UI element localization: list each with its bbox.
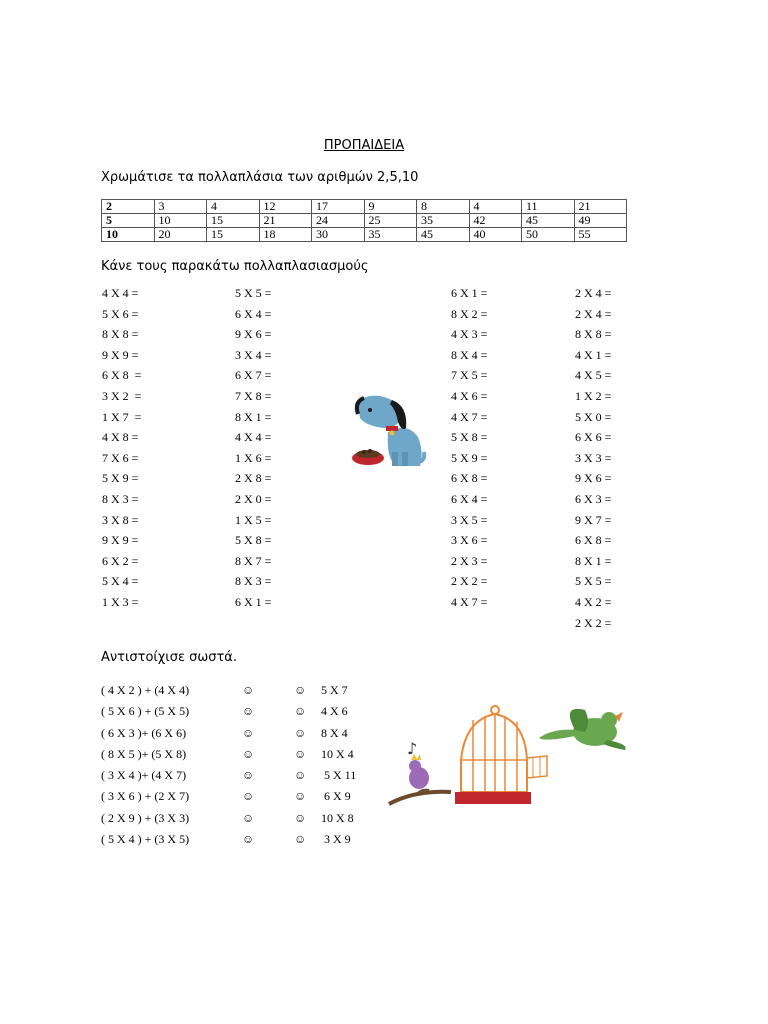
smiley-left-icon: ☺ (242, 832, 255, 847)
multiplication-item: 9 X 7 = (575, 512, 612, 527)
row-base-number: 5 (102, 214, 155, 228)
matching-row (101, 786, 381, 807)
smiley-right-icon: ☺ (294, 683, 307, 697)
multiplication-item: 1 X 3 = (102, 594, 139, 609)
table-cell: 20 (154, 228, 207, 242)
multiplication-item: 3 X 3 = (575, 450, 612, 465)
multiplication-item: 4 X 7 = (451, 409, 488, 424)
multiplication-item: 4 X 7 = (451, 594, 488, 609)
table-cell: 18 (259, 228, 312, 242)
multiplication-item: 1 X 5 = (235, 512, 272, 527)
smiley-right-icon: ☺ (294, 832, 307, 847)
matching-row (101, 723, 381, 744)
matching-row (101, 701, 381, 722)
multiplication-item: 5 X 4 = (102, 574, 139, 589)
multiplication-item: 8 X 3 = (102, 491, 139, 506)
multiplication-item: 4 X 6 = (451, 388, 488, 403)
multiplication-item: 6 X 8 = (575, 533, 612, 548)
table-cell: 21 (259, 214, 312, 228)
multiplication-item: 3 X 5 = (451, 512, 488, 527)
smiley-right-icon: ☺ (294, 768, 307, 783)
multiplication-item: 4 X 8 = (102, 430, 139, 445)
row-base-number: 10 (102, 228, 155, 242)
smiley-left-icon: ☺ (242, 810, 255, 825)
multiplication-column-1 (102, 283, 141, 613)
table-cell: 40 (469, 228, 522, 242)
multiplication-item: 2 X 0 = (235, 491, 272, 506)
multiplication-item: 9 X 9 = (102, 347, 139, 362)
table-cell: 17 (312, 200, 365, 214)
multiplication-item: 6 X 4 = (451, 491, 488, 506)
matching-expression: ( 8 X 5 )+ (5 X 8) (101, 746, 187, 761)
matching-result: 10 X 8 (321, 810, 354, 825)
smiley-right-icon: ☺ (294, 746, 307, 761)
branch-icon (389, 792, 451, 804)
multiplication-item: 4 X 2 = (575, 594, 612, 609)
table-cell: 15 (207, 214, 260, 228)
matching-row (101, 808, 381, 829)
multiplication-item: 4 X 3 = (451, 327, 488, 342)
table-cell: 11 (522, 200, 575, 214)
multiplication-item: 4 X 4 = (102, 286, 139, 300)
table-cell: 21 (574, 200, 627, 214)
matching-result: 10 X 4 (321, 746, 354, 761)
multiples-heading: Χρωμάτισε τα πολλαπλάσια των αριθμών 2,5,10 (101, 170, 419, 185)
table-cell: 12 (259, 200, 312, 214)
table-cell: 9 (364, 200, 417, 214)
smiley-right-icon: ☺ (294, 725, 307, 740)
multiplication-item: 6 X 4 = (235, 306, 272, 321)
multiplication-item: 2 X 4 = (575, 306, 612, 321)
matching-row (101, 829, 381, 850)
multiplication-item: 6 X 8 = (102, 368, 142, 383)
multiplication-item: 9 X 9 = (102, 533, 139, 548)
matching-list (101, 680, 381, 850)
multiplication-item: 4 X 1 = (575, 347, 612, 362)
table-cell: 25 (364, 214, 417, 228)
table-cell: 50 (522, 228, 575, 242)
smiley-left-icon: ☺ (242, 768, 255, 783)
multiplication-column-3 (451, 283, 487, 613)
multiplication-item: 2 X 8 = (235, 471, 272, 486)
multiplication-item: 5 X 6 = (102, 306, 139, 321)
matching-row (101, 744, 381, 765)
smiley-left-icon: ☺ (242, 789, 255, 804)
table-cell: 45 (522, 214, 575, 228)
matching-result: 5 X 11 (321, 768, 357, 783)
table-cell: 4 (207, 200, 260, 214)
multiplication-item: 3 X 8 = (102, 512, 139, 527)
matching-expression: ( 5 X 6 ) + (5 X 5) (101, 704, 190, 719)
multiplication-item: 5 X 9 = (102, 471, 139, 486)
multiplication-item: 2 X 4 = (575, 286, 612, 300)
multiplication-item: 8 X 1 = (575, 553, 612, 568)
matching-result: 5 X 7 (321, 683, 348, 697)
matching-expression: ( 6 X 3 )+ (6 X 6) (101, 725, 187, 740)
table-cell: 15 (207, 228, 260, 242)
smiley-left-icon: ☺ (242, 725, 255, 740)
smiley-left-icon: ☺ (242, 704, 255, 719)
table-cell: 45 (417, 228, 470, 242)
smiley-left-icon: ☺ (242, 746, 255, 761)
multiplication-item: 3 X 6 = (451, 533, 488, 548)
multiplication-item: 5 X 0 = (575, 409, 612, 424)
table-cell: 49 (574, 214, 627, 228)
multiplication-item: 6 X 3 = (575, 491, 612, 506)
table-cell: 30 (312, 228, 365, 242)
multiplication-item: 8 X 3 = (235, 574, 272, 589)
multiplication-item: 7 X 5 = (451, 368, 488, 383)
table-row (102, 214, 627, 228)
multiplication-item: 6 X 1 = (235, 594, 272, 609)
multiplication-item: 2 X 2 = (451, 574, 488, 589)
table-cell: 35 (417, 214, 470, 228)
table-cell: 8 (417, 200, 470, 214)
multiplication-item: 5 X 9 = (451, 450, 488, 465)
multiplication-item: 5 X 5 = (235, 286, 272, 300)
multiplication-item: 1 X 7 = (102, 409, 142, 424)
table-cell: 55 (574, 228, 627, 242)
multiplication-item: 1 X 6 = (235, 450, 272, 465)
matching-result: 3 X 9 (321, 832, 351, 847)
matching-row (101, 765, 381, 786)
smiley-right-icon: ☺ (294, 704, 307, 719)
matching-row (101, 680, 381, 701)
multiplication-item: 7 X 8 = (235, 388, 272, 403)
matching-result: 4 X 6 (321, 704, 348, 719)
multiples-table (101, 199, 627, 242)
row-base-number: 2 (102, 200, 155, 214)
multiplication-item: 2 X 2 = (575, 615, 612, 630)
matching-result: 6 X 9 (321, 789, 351, 804)
birds-and-cage-illustration (385, 700, 630, 815)
music-note-icon: ♪ (407, 739, 418, 758)
table-cell: 4 (469, 200, 522, 214)
multiplication-column-2 (235, 283, 271, 613)
table-row (102, 200, 627, 214)
smiley-right-icon: ☺ (294, 810, 307, 825)
matching-expression: ( 5 X 4 ) + (3 X 5) (101, 832, 190, 847)
multiplication-item: 8 X 1 = (235, 409, 272, 424)
multiplication-item: 6 X 6 = (575, 430, 612, 445)
smiley-right-icon: ☺ (294, 789, 307, 804)
matching-expression: ( 3 X 4 )+ (4 X 7) (101, 768, 187, 783)
multiplication-item: 8 X 4 = (451, 347, 488, 362)
matching-result: 8 X 4 (321, 725, 348, 740)
multiplication-item: 5 X 8 = (235, 533, 272, 548)
multiplication-item: 4 X 5 = (575, 368, 612, 383)
multiplication-item: 1 X 2 = (575, 388, 612, 403)
multiplication-item: 8 X 8 = (102, 327, 139, 342)
multiplication-item: 6 X 1 = (451, 286, 488, 300)
multiplication-item: 6 X 2 = (102, 553, 139, 568)
page-title: ΠΡΟΠΑΙΔΕΙΑ (323, 138, 405, 153)
table-cell: 10 (154, 214, 207, 228)
multiplication-item: 6 X 7 = (235, 368, 272, 383)
multiplication-item: 6 X 8 = (451, 471, 488, 486)
multiplication-item: 3 X 4 = (235, 347, 272, 362)
multiplication-item: 7 X 6 = (102, 450, 139, 465)
multiplication-item: 4 X 4 = (235, 430, 272, 445)
multiplication-item: 3 X 2 = (102, 388, 142, 403)
table-cell: 42 (469, 214, 522, 228)
multiplication-item: 2 X 3 = (451, 553, 488, 568)
multiplication-item: 5 X 5 = (575, 574, 612, 589)
multiplication-item: 5 X 8 = (451, 430, 488, 445)
multiplication-item: 9 X 6 = (235, 327, 272, 342)
matching-expression: ( 3 X 6 ) + (2 X 7) (101, 789, 190, 804)
table-cell: 35 (364, 228, 417, 242)
multiplication-item: 8 X 7 = (235, 553, 272, 568)
dog-with-bowl-illustration (340, 392, 430, 472)
multiplication-item: 8 X 8 = (575, 327, 612, 342)
matching-expression: ( 2 X 9 ) + (3 X 3) (101, 810, 190, 825)
matching-heading: Αντιστοίχισε σωστά. (101, 650, 237, 665)
table-row (102, 228, 627, 242)
multiplication-column-4 (575, 283, 611, 633)
multiplication-item: 8 X 2 = (451, 306, 488, 321)
table-cell: 24 (312, 214, 365, 228)
table-cell: 3 (154, 200, 207, 214)
multiplication-item: 9 X 6 = (575, 471, 612, 486)
multiplication-heading: Κάνε τους παρακάτω πολλαπλασιασμούς (101, 259, 369, 274)
smiley-left-icon: ☺ (242, 683, 255, 697)
matching-expression: ( 4 X 2 ) + (4 X 4) (101, 683, 190, 697)
